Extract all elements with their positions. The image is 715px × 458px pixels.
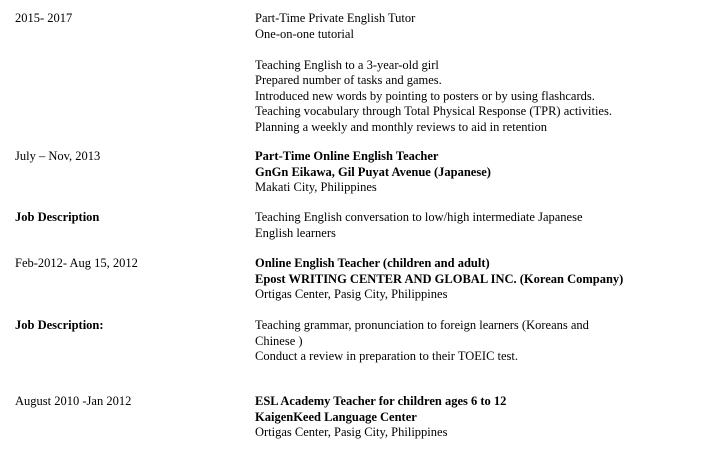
entry-6-details (255, 394, 695, 441)
duty-item: Chinese ) (255, 333, 303, 348)
employer-location: Ortigas Center, Pasig City, Philippines (255, 425, 448, 439)
job-title: Online English Teacher (children and adult) (255, 256, 490, 270)
entry-3-details (255, 210, 695, 241)
duty-item: Teaching English conversation to low/high intermediate Japanese (255, 210, 583, 224)
job-subtitle: One-on-one tutorial (255, 26, 354, 41)
duty-item: English learners (255, 225, 336, 240)
entry-4-details (255, 256, 695, 303)
entry-2-date: July – Nov, 2013 (15, 149, 101, 163)
employer-name: KaigenKeed Language Center (255, 409, 417, 424)
duty-item: Teaching English to a 3-year-old girl (255, 57, 439, 72)
entry-4-date: Feb-2012- Aug 15, 2012 (15, 256, 138, 270)
job-title: Part-Time Online English Teacher (255, 149, 439, 163)
job-title: ESL Academy Teacher for children ages 6 to 12 (255, 394, 507, 408)
duty-item: Teaching vocabulary through Total Physical Response (TPR) activities. (255, 104, 612, 118)
entry-1-date: 2015- 2017 (15, 11, 73, 25)
entry-2-details (255, 149, 695, 196)
employer-name: Epost WRITING CENTER AND GLOBAL INC. (Korean Company) (255, 271, 624, 286)
duty-item: Conduct a review in preparation to their TOEIC test. (255, 349, 519, 363)
spacer (255, 42, 695, 58)
entry-3-label: Job Description (15, 210, 100, 224)
employer-name: GnGn Eikawa, Gil Puyat Avenue (Japanese) (255, 164, 491, 179)
job-title: Part-Time Private English Tutor (255, 11, 416, 25)
employer-location: Ortigas Center, Pasig City, Philippines (255, 287, 448, 301)
entry-5-label: Job Description: (15, 318, 104, 332)
duty-item: Teaching grammar, pronunciation to foreign learners (Koreans and (255, 318, 589, 332)
duty-item: Planning a weekly and monthly reviews to aid in retention (255, 119, 547, 134)
entry-5-details (255, 318, 695, 365)
duty-item: Prepared number of tasks and games. (255, 73, 442, 87)
entry-1-details (255, 11, 695, 135)
entry-6-date: August 2010 -Jan 2012 (15, 394, 132, 408)
employer-location: Makati City, Philippines (255, 180, 377, 194)
duty-item: Introduced new words by pointing to posters or by using flashcards. (255, 88, 595, 103)
